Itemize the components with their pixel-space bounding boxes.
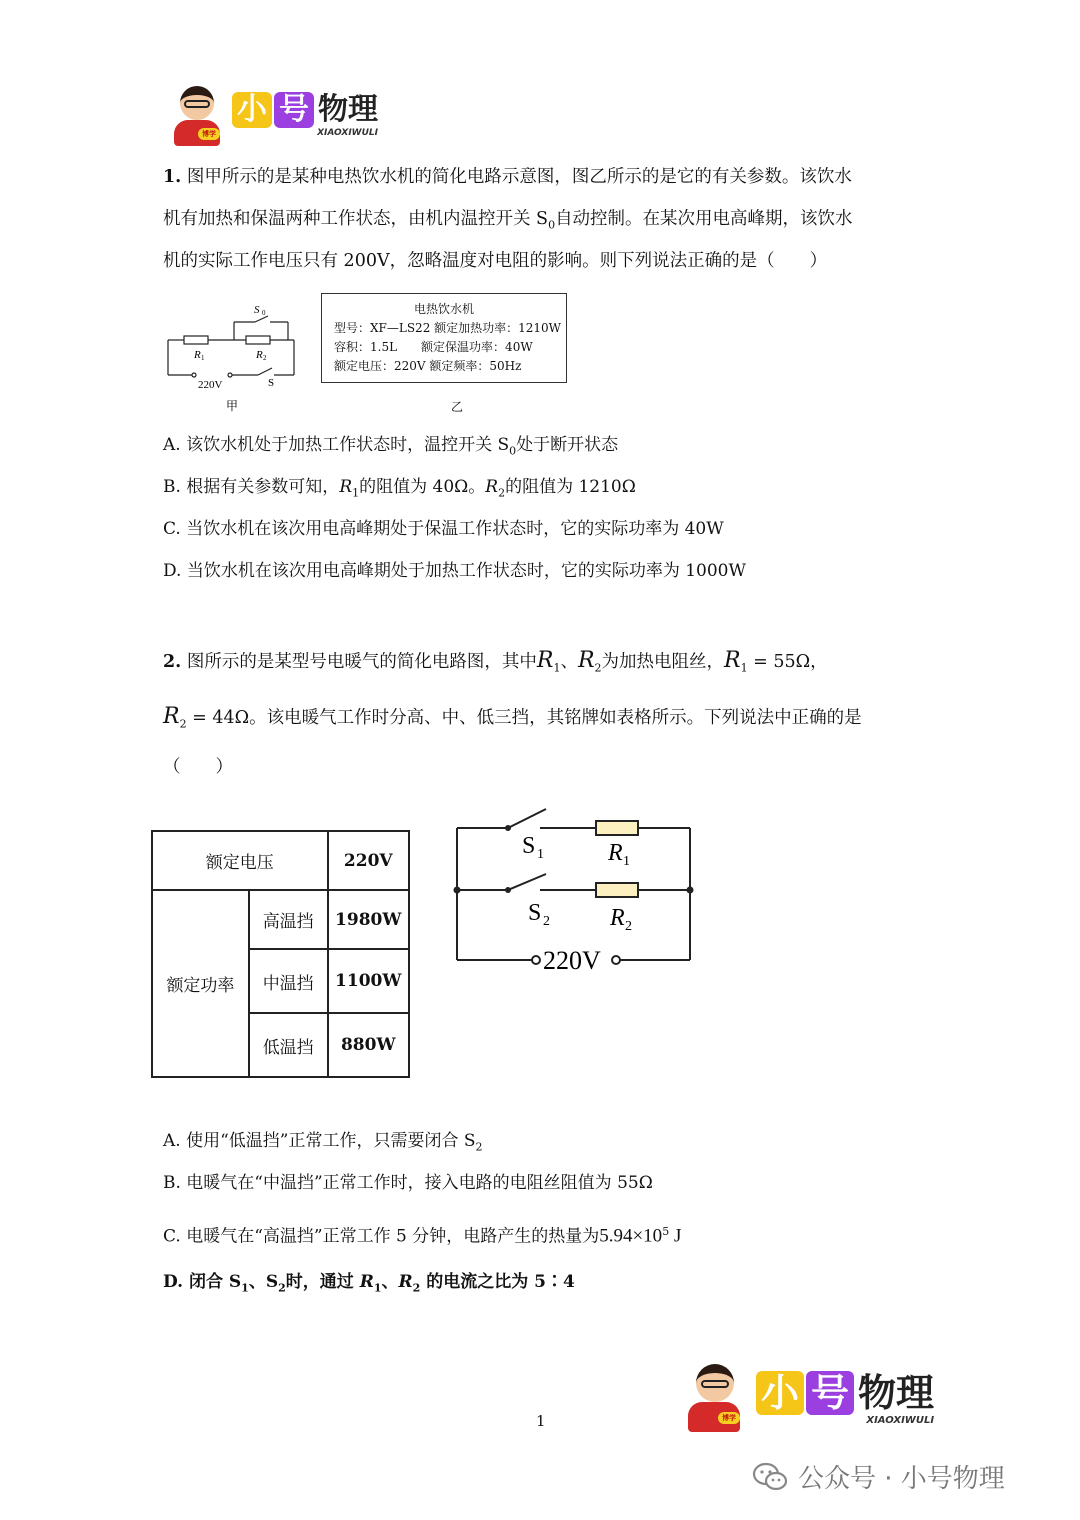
- q1-option-d: D. 当饮水机在该次用电高峰期处于加热工作状态时，它的实际功率为 1000W: [163, 561, 746, 581]
- label-s2: S: [528, 900, 542, 926]
- q1-option-c: C. 当饮水机在该次用电高峰期处于保温工作状态时，它的实际功率为 40W: [163, 519, 724, 539]
- q2-option-c: C. 电暖气在“高温挡”正常工作 5 分钟，电路产生的热量为$5.94\times 10^5$ J: [163, 1225, 682, 1247]
- label-r2: R: [610, 905, 625, 931]
- q1-spec-panel: [321, 293, 567, 383]
- svg-text:1: 1: [623, 854, 630, 869]
- caption-jia: 甲: [226, 399, 239, 413]
- svg-text:2: 2: [263, 354, 267, 362]
- svg-text:1: 1: [537, 847, 544, 862]
- q1-line-3: 机的实际工作电压只有 200V，忽略温度对电阻的影响。则下列说法正确的是（ ）: [163, 251, 828, 271]
- q2-option-d: D. 闭合 $S_1$、$S_2$时，通过 $R_1$、$R_2$ 的电流之比为 5∶4: [163, 1272, 575, 1295]
- q1-option-b: B. 根据有关参数可知，$R_1$的阻值为 40Ω。$R_2$的阻值为 1210Ω: [163, 477, 636, 500]
- mascot-avatar: 博学: [168, 84, 226, 146]
- brand-subtitle: XIAOXIWULI: [866, 1414, 935, 1426]
- brand-char-hao: 号: [806, 1371, 854, 1415]
- cell-rated-voltage-label: 额定电压: [152, 831, 328, 890]
- q1-line-2: 机有加热和保温两种工作状态，由机内温控开关 $S_0$自动控制。在某次用电高峰期，该饮水: [163, 209, 853, 232]
- cell-power: 880W: [328, 1013, 410, 1077]
- q1-line-1: 1. 图甲所示的是某种电热饮水机的简化电路示意图，图乙所示的是它的有关参数。该饮水: [163, 167, 852, 187]
- q2-line-2: $R_2 = 44\Omega$。该电暖气工作时分高、中、低三挡，其铭牌如表格所示。下列说法中正确的是: [163, 704, 862, 731]
- q2-line-1: 2. 图所示的是某型号电暖气的简化电路图，其中$R_1$、$R_2$为加热电阻丝，$R_1 = 55\Omega$，: [163, 648, 828, 675]
- brand-subtitle: XIAOXIWULI: [317, 128, 378, 138]
- label-r1: R: [608, 840, 623, 866]
- q2-nameplate-table: [151, 830, 410, 1078]
- cell-level: 低温挡: [249, 1013, 328, 1077]
- q2-line-3: （ ）: [163, 757, 233, 777]
- footer-text: 公众号 · 小号物理: [798, 1464, 1005, 1494]
- spec-title: 电热饮水机: [413, 302, 474, 316]
- svg-text:1: 1: [201, 354, 205, 362]
- label-r2: R: [256, 349, 263, 361]
- brand-wordmark: [756, 1371, 934, 1426]
- svg-text:0: 0: [262, 309, 266, 317]
- wechat-footer: [752, 1458, 1005, 1495]
- label-220v: 220V: [543, 946, 601, 975]
- svg-text:2: 2: [625, 919, 632, 934]
- svg-text:2: 2: [543, 914, 550, 929]
- caption-yi: 乙: [451, 400, 464, 414]
- cell-level: 中温挡: [249, 949, 328, 1013]
- q1-circuit-jia: [160, 296, 310, 416]
- q2-circuit: [450, 800, 700, 980]
- cell-rated-power-label: 额定功率: [152, 890, 249, 1077]
- label-r1: R: [194, 349, 201, 361]
- brand-char-xiao: 小: [232, 92, 272, 128]
- brand-char-xiao: 小: [756, 1371, 804, 1415]
- mascot-avatar: 博学: [682, 1362, 750, 1434]
- q2-option-a: A. 使用“低温挡”正常工作，只需要闭合 $S_2$: [163, 1131, 483, 1154]
- label-s1: S: [522, 833, 536, 859]
- q2-option-b: B. 电暖气在“中温挡”正常工作时，接入电路的电阻丝阻值为 55Ω: [163, 1173, 653, 1193]
- page-number: 1: [536, 1412, 546, 1430]
- brand-wordmark: [232, 92, 378, 138]
- spec-row-3: 额定电压：220V 额定频率：50Hz: [334, 359, 522, 373]
- cell-power: 1100W: [328, 949, 410, 1013]
- spec-row-2: 容积：1.5L 额定保温功率：40W: [334, 340, 533, 354]
- cell-power: 1980W: [328, 890, 410, 949]
- label-s: S: [268, 377, 275, 389]
- brand-char-hao: 号: [274, 92, 314, 128]
- header-logo: [168, 84, 378, 146]
- spec-row-1: 型号：XF—LS22 额定加热功率：1210W: [334, 321, 562, 335]
- q1-option-a: A. 该饮水机处于加热工作状态时，温控开关 $S_0$处于断开状态: [163, 435, 619, 458]
- label-s0: S: [254, 304, 260, 316]
- cell-level: 高温挡: [249, 890, 328, 949]
- brand-char-wuli: 物理: [318, 92, 378, 127]
- cell-rated-voltage-value: 220V: [328, 831, 410, 890]
- footer-logo: [682, 1362, 934, 1434]
- label-220v: 220V: [198, 379, 223, 391]
- brand-char-wuli: 物理: [858, 1370, 935, 1415]
- wechat-icon: [752, 1462, 788, 1492]
